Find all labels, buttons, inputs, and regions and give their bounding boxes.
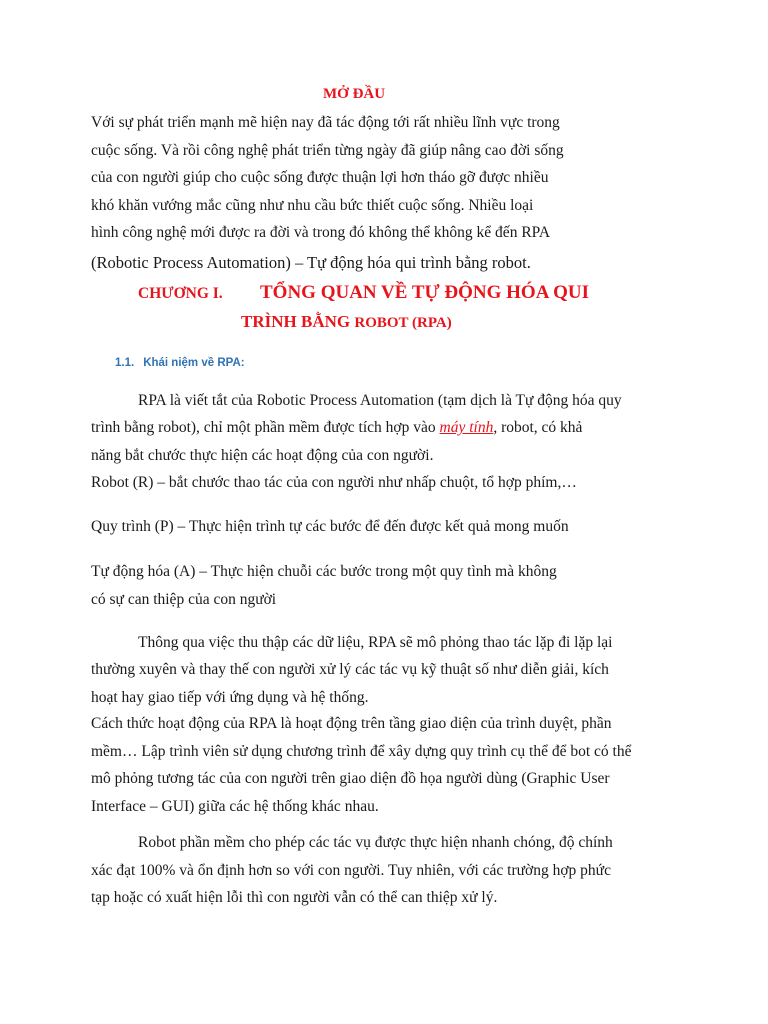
p3-line-1: Robot phần mềm cho phép các tác vụ được thực hiện nhanh chóng, độ chính xyxy=(138,834,613,851)
automation-line-2: có sự can thiệp của con người xyxy=(91,591,277,608)
process-line: Quy trình (P) – Thực hiện trình tự các bước để đến được kết quả mong muốn xyxy=(91,518,569,535)
chapter-number: CHƯƠNG I. xyxy=(138,285,223,302)
intro-heading: MỞ ĐẦU xyxy=(323,86,386,102)
intro-line-2: cuộc sống. Và rồi công nghệ phát triển từng ngày đã giúp nâng cao đời sống xyxy=(91,142,564,159)
section-number: 1.1. xyxy=(115,357,135,369)
chapter-title-line-2 xyxy=(241,312,452,332)
p2-line-7: Interface – GUI) giữa các hệ thống khác nhau. xyxy=(91,798,379,815)
chapter-title-line-2-b: ROBOT (RPA) xyxy=(354,315,452,331)
intro-line-1: Với sự phát triển mạnh mẽ hiện nay đã tác động tới rất nhiều lĩnh vực trong xyxy=(91,114,560,131)
p2-line-6: mô phỏng tương tác của con người trên giao diện đồ họa người dùng (Graphic User xyxy=(91,770,610,787)
section-heading xyxy=(115,357,245,369)
chapter-title-line-2-a: TRÌNH BẰNG xyxy=(241,312,355,331)
robot-line: Robot (R) – bắt chước thao tác của con người như nhấp chuột, tổ hợp phím,… xyxy=(91,474,577,491)
p2-line-1: Thông qua việc thu thập các dữ liệu, RPA sẽ mô phỏng thao tác lặp đi lặp lại xyxy=(138,634,613,651)
p2-line-2: thường xuyên và thay thế con người xử lý các tác vụ kỹ thuật số như diễn giải, kích xyxy=(91,661,609,678)
p1-line-2-b: , robot, có khả xyxy=(493,419,583,436)
p1-line-2 xyxy=(91,418,582,438)
p2-line-3: hoạt hay giao tiếp với ứng dụng và hệ thống. xyxy=(91,689,369,706)
intro-line-4: khó khăn vướng mắc cũng như nhu cầu bức thiết cuộc sống. Nhiều loại xyxy=(91,197,534,214)
p3-line-2: xác đạt 100% và ổn định hơn so với con người. Tuy nhiên, với các trường hợp phức xyxy=(91,862,611,879)
may-tinh-link[interactable]: máy tính xyxy=(439,419,494,436)
section-title: Khái niệm về RPA: xyxy=(143,357,245,369)
automation-line-1: Tự động hóa (A) – Thực hiện chuỗi các bước trong một quy tình mà không xyxy=(91,563,557,580)
intro-line-3: của con người giúp cho cuộc sống được thuận lợi hơn tháo gỡ được nhiều xyxy=(91,169,549,186)
p2-line-4: Cách thức hoạt động của RPA là hoạt động trên tầng giao diện của trình duyệt, phần xyxy=(91,715,612,732)
intro-line-6: (Robotic Process Automation) – Tự động hóa qui trình bằng robot. xyxy=(91,253,531,272)
p1-line-1: RPA là viết tắt của Robotic Process Automation (tạm dịch là Tự động hóa quy xyxy=(138,392,622,409)
p3-line-3: tạp hoặc có xuất hiện lỗi thì con người vẫn có thể can thiệp xử lý. xyxy=(91,889,498,906)
p2-line-5: mềm… Lập trình viên sử dụng chương trình để xây dựng quy trình cụ thể để bot có thể xyxy=(91,743,632,760)
chapter-title-line-1: TỔNG QUAN VỀ TỰ ĐỘNG HÓA QUI xyxy=(260,282,590,303)
p1-line-3: năng bắt chước thực hiện các hoạt động của con người. xyxy=(91,447,434,464)
chapter-title xyxy=(138,282,589,304)
intro-line-5: hình công nghệ mới được ra đời và trong đó không thể không kể đến RPA xyxy=(91,224,551,241)
p1-line-2-a: trình bằng robot), chỉ một phần mềm được tích hợp vào xyxy=(91,419,440,436)
